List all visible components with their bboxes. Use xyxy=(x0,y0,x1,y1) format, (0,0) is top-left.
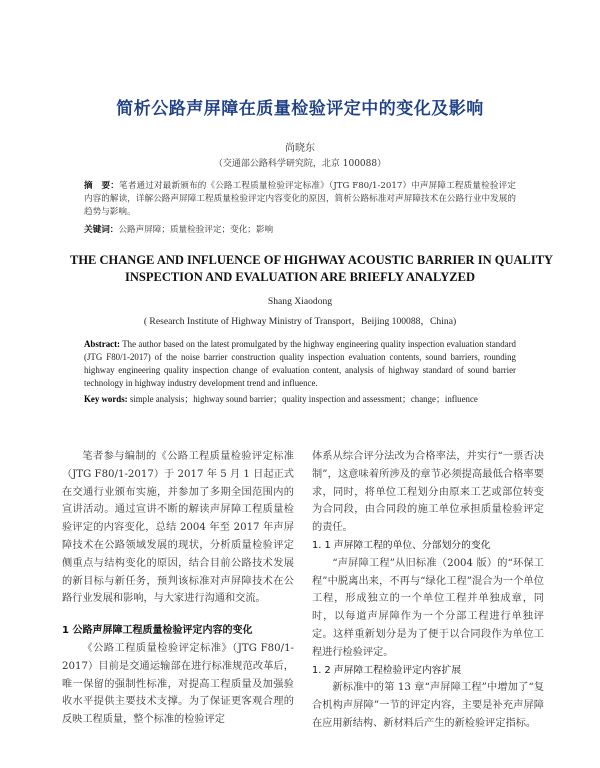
keywords-cn xyxy=(84,224,516,237)
abstract-cn xyxy=(84,180,516,220)
keywords-cn-label: 关键词： xyxy=(84,225,119,235)
keywords-en-label: Key words: xyxy=(84,394,128,404)
abstract-en-text: The author based on the latest promulgated by the highway engineering quality inspection evaluation standard (JTG F80/1-2017) of the noise barrier construction quality inspection evaluation contents, sound barriers, rounding highway engineering quality inspection change of evaluation content, analysis of highway standard of sound barrier technology in highway industry development trend and influence. xyxy=(84,339,516,389)
abstract-cn-text: 笔者通过对最新颁布的《公路工程质量检验评定标准》（JTG F80/1-2017）中声屏障工程质量检验评定内容的解读，详解公路声屏障工程质量检验评定内容变化的原因，简析公路标准对声屏障技术在公路行业中发展的趋势与影响。 xyxy=(84,181,516,218)
section-1-2-paragraph: 新标准中的第 13 章“声屏障工程”中增加了“复合机构声屏障”一节的评定内容，主要是补充声屏障在应用新结构、新材料后产生的新检验评定指标。 xyxy=(312,682,544,729)
keywords-cn-text: 公路声屏障；质量检验评定；变化；影响 xyxy=(118,225,274,235)
paper-title-en-line2: INSPECTION AND EVALUATION ARE BRIEFLY ANALYZED xyxy=(125,270,475,284)
section-1-2-heading: 1. 2 声屏障工程检验评定内容扩展 xyxy=(312,664,462,676)
paper-title-en-line1: THE CHANGE AND INFLUENCE OF HIGHWAY ACOUSTIC BARRIER IN QUALITY xyxy=(70,253,554,267)
section-1-heading: 1 公路声屏障工程质量检验评定内容的变化 xyxy=(62,625,253,637)
abstract-en-label: Abstract: xyxy=(84,339,120,349)
body-column-right xyxy=(312,448,544,733)
keywords-en xyxy=(84,393,516,406)
affiliation-en: ( Research Institute of Highway Ministry of Transport，Beijing 100088，China) xyxy=(143,316,457,327)
abstract-en xyxy=(84,338,516,390)
keywords-en-text: simple analysis；highway sound barrier；quality inspection and assessment；change；influence xyxy=(127,394,478,404)
paper-title-en xyxy=(70,252,554,286)
author-en: Shang Xiaodong xyxy=(267,296,333,307)
section-1-paragraph: 《公路工程质量检验评定标准》（JTG F80/1-2017）目前是交通运输部在进行标准规范改革后，唯一保留的强制性标准，对提高工程质量及加强验收水平提供主要技术支撑。为了保证更客观合理的反映工程质量，整个标准的检验评定 xyxy=(62,642,294,726)
abstract-cn-label: 摘 要： xyxy=(84,181,119,191)
author-cn: 尚晓东 xyxy=(285,143,315,154)
section-1-1-paragraph: “声屏障工程”从旧标准（2004 版）的“环保工程”中脱离出来，不再与“绿化工程”混合为一个单位工程，形成独立的一个单位工程并单独成章，同时，以每道声屏障作为一个分部工程进行单独评定。这样重新划分是为了便于以合同段作为单位工程进行检验评定。 xyxy=(312,557,544,658)
intro-paragraph: 笔者参与编制的《公路工程质量检验评定标准（JTG F80/1-2017）于 2017 年 5 月 1 日起正式在交通行业颁布实施，并参加了多期全国范围内的宣讲活动。通过宣讲不断的解读声屏障工程质量检验评定的内容变化，总结 2004 年至 2017 年声屏障技术在公路领域发展的现状，分析质量检验评定侧重点与结构变化的原因，结合目前公路技术发展的新目标与新任务，预判该标准对声屏障技术在公路行业发展和影响，与大家进行沟通和交流。 xyxy=(62,451,294,605)
right-paragraph-1: 体系从综合评分法改为合格率法，并实行“一票否决制”，这意味着所涉及的章节必须提高最低合格率要求，同时，将单位工程划分由原来工艺或部位转变为合同段，由合同段的施工单位承担质量检验评定的责任。 xyxy=(312,451,544,534)
section-1-1-heading: 1. 1 声屏障工程的单位、分部划分的变化 xyxy=(312,539,491,551)
body-column-left xyxy=(62,448,294,729)
paper-title-cn: 简析公路声屏障在质量检验评定中的变化及影响 xyxy=(116,99,484,119)
affiliation-cn: （交通部公路科学研究院，北京 100088） xyxy=(213,159,387,169)
